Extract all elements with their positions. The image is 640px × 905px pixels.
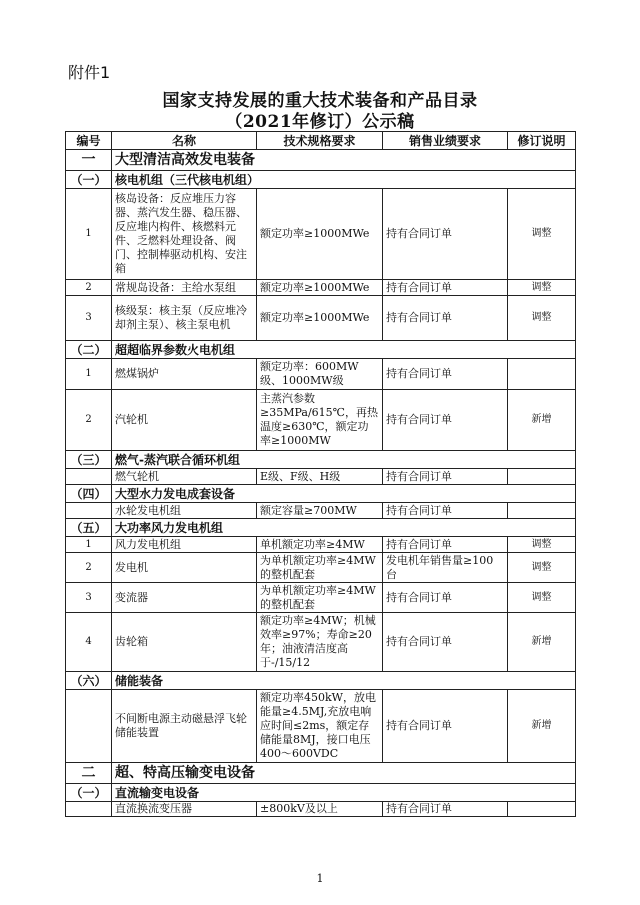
item-name: 核岛设备：反应堆压力容器、蒸汽发生器、稳压器、反应堆内构件、核燃料元件、乏燃料处理设备、阀门、控制棒驱动机构、安注箱 [112,189,257,280]
table-body [66,150,576,817]
document-title: 国家支持发展的重大技术装备和产品目录 [162,91,478,111]
table-header-row [66,132,576,150]
table-row [66,469,576,485]
document-subtitle: （2021年修订）公示稿 [225,112,415,132]
header-number: 编号 [66,132,112,150]
spec-requirement: 额定功率≥1000MWe [257,189,383,280]
spec-requirement: 额定容量≥700MW [257,503,383,519]
sales-requirement: 持有合同订单 [383,690,508,763]
sales-requirement: 发电机年销售量≥100台 [383,553,508,583]
revision-note: 调整 [508,537,576,553]
sales-requirement: 持有合同订单 [383,359,508,390]
sales-requirement: 持有合同订单 [383,296,508,341]
table-row [66,613,576,672]
section-number: （二） [66,341,112,359]
section-number: （六） [66,672,112,690]
table-row [66,802,576,817]
section-number: 一 [66,150,112,171]
section-title: 大功率风力发电机组 [112,519,576,537]
section-number: （五） [66,519,112,537]
subsection-row [66,519,576,537]
section-title: 大型水力发电成套设备 [112,485,576,503]
item-name: 水轮发电机组 [112,503,257,519]
row-number [66,690,112,763]
revision-note: 调整 [508,583,576,613]
spec-requirement: 额定功率≥1000MWe [257,280,383,296]
revision-note: 调整 [508,280,576,296]
spec-requirement: 额定功率：600MW级、1000MW级 [257,359,383,390]
sales-requirement: 持有合同订单 [383,280,508,296]
section-number: （四） [66,485,112,503]
item-name: 常规岛设备：主给水泵组 [112,280,257,296]
subsection-row [66,784,576,802]
item-name: 直流换流变压器 [112,802,257,817]
sales-requirement: 持有合同订单 [383,583,508,613]
spec-requirement: 主蒸汽参数≥35MPa/615℃，再热温度≥630℃，额定功率≥1000MW [257,390,383,451]
page-number: 1 [316,872,324,885]
section-title: 大型清洁高效发电装备 [112,150,576,171]
section-title: 储能装备 [112,672,576,690]
section-number: （一） [66,171,112,189]
row-number [66,469,112,485]
header-spec: 技术规格要求 [257,132,383,150]
table-row [66,296,576,341]
section-title: 燃气-蒸汽联合循环机组 [112,451,576,469]
subsection-row [66,672,576,690]
section-title: 直流输变电设备 [112,784,576,802]
subsection-row [66,341,576,359]
revision-note [508,469,576,485]
row-number: 2 [66,280,112,296]
subsection-row [66,451,576,469]
header-name: 名称 [112,132,257,150]
revision-note: 新增 [508,690,576,763]
spec-requirement: 额定功率≥4MW；机械效率≥97%；寿命≥20年；油液清洁度高于-/15/12 [257,613,383,672]
header-revision: 修订说明 [508,132,576,150]
spec-requirement: 额定功率≥1000MWe [257,296,383,341]
attachment-label: 附件1 [68,63,111,82]
row-number: 3 [66,296,112,341]
revision-note: 新增 [508,390,576,451]
section-row [66,763,576,784]
section-number: （一） [66,784,112,802]
spec-requirement: ±800kV及以上 [257,802,383,817]
table-row [66,280,576,296]
subsection-row [66,171,576,189]
item-name: 核级泵：核主泵（反应堆冷却剂主泵）、核主泵电机 [112,296,257,341]
item-name: 发电机 [112,553,257,583]
table-row [66,583,576,613]
item-name: 变流器 [112,583,257,613]
sales-requirement: 持有合同订单 [383,469,508,485]
item-name: 不间断电源主动磁悬浮飞轮储能装置 [112,690,257,763]
item-name: 燃煤锅炉 [112,359,257,390]
table-row [66,359,576,390]
spec-requirement: 为单机额定功率≥4MW的整机配套 [257,553,383,583]
spec-requirement: 单机额定功率≥4MW [257,537,383,553]
revision-note [508,359,576,390]
sales-requirement: 持有合同订单 [383,390,508,451]
row-number [66,503,112,519]
revision-note [508,802,576,817]
section-row [66,150,576,171]
table-row [66,503,576,519]
row-number: 4 [66,613,112,672]
sales-requirement: 持有合同订单 [383,613,508,672]
row-number: 1 [66,537,112,553]
spec-requirement: E级、F级、H级 [257,469,383,485]
spec-requirement: 额定功率450kW，放电能量≥4.5MJ,充放电响应时间≤2ms，额定存储能量8MJ，接口电压400～600VDC [257,690,383,763]
header-sales: 销售业绩要求 [383,132,508,150]
section-title: 核电机组（三代核电机组） [112,171,576,189]
section-number: （三） [66,451,112,469]
row-number: 1 [66,359,112,390]
section-title: 超、特高压输变电设备 [112,763,576,784]
table-row [66,553,576,583]
section-title: 超超临界参数火电机组 [112,341,576,359]
item-name: 齿轮箱 [112,613,257,672]
revision-note: 调整 [508,296,576,341]
table-row [66,390,576,451]
revision-note: 调整 [508,553,576,583]
sales-requirement: 持有合同订单 [383,537,508,553]
revision-note: 调整 [508,189,576,280]
revision-note: 新增 [508,613,576,672]
subsection-row [66,485,576,503]
sales-requirement: 持有合同订单 [383,503,508,519]
section-number: 二 [66,763,112,784]
row-number: 1 [66,189,112,280]
sales-requirement: 持有合同订单 [383,189,508,280]
spec-requirement: 为单机额定功率≥4MW的整机配套 [257,583,383,613]
revision-note [508,503,576,519]
sales-requirement: 持有合同订单 [383,802,508,817]
item-name: 风力发电机组 [112,537,257,553]
row-number: 3 [66,583,112,613]
row-number: 2 [66,553,112,583]
table-row [66,690,576,763]
item-name: 燃气轮机 [112,469,257,485]
table-row [66,189,576,280]
row-number: 2 [66,390,112,451]
table-row [66,537,576,553]
item-name: 汽轮机 [112,390,257,451]
row-number [66,802,112,817]
equipment-table [65,131,576,817]
